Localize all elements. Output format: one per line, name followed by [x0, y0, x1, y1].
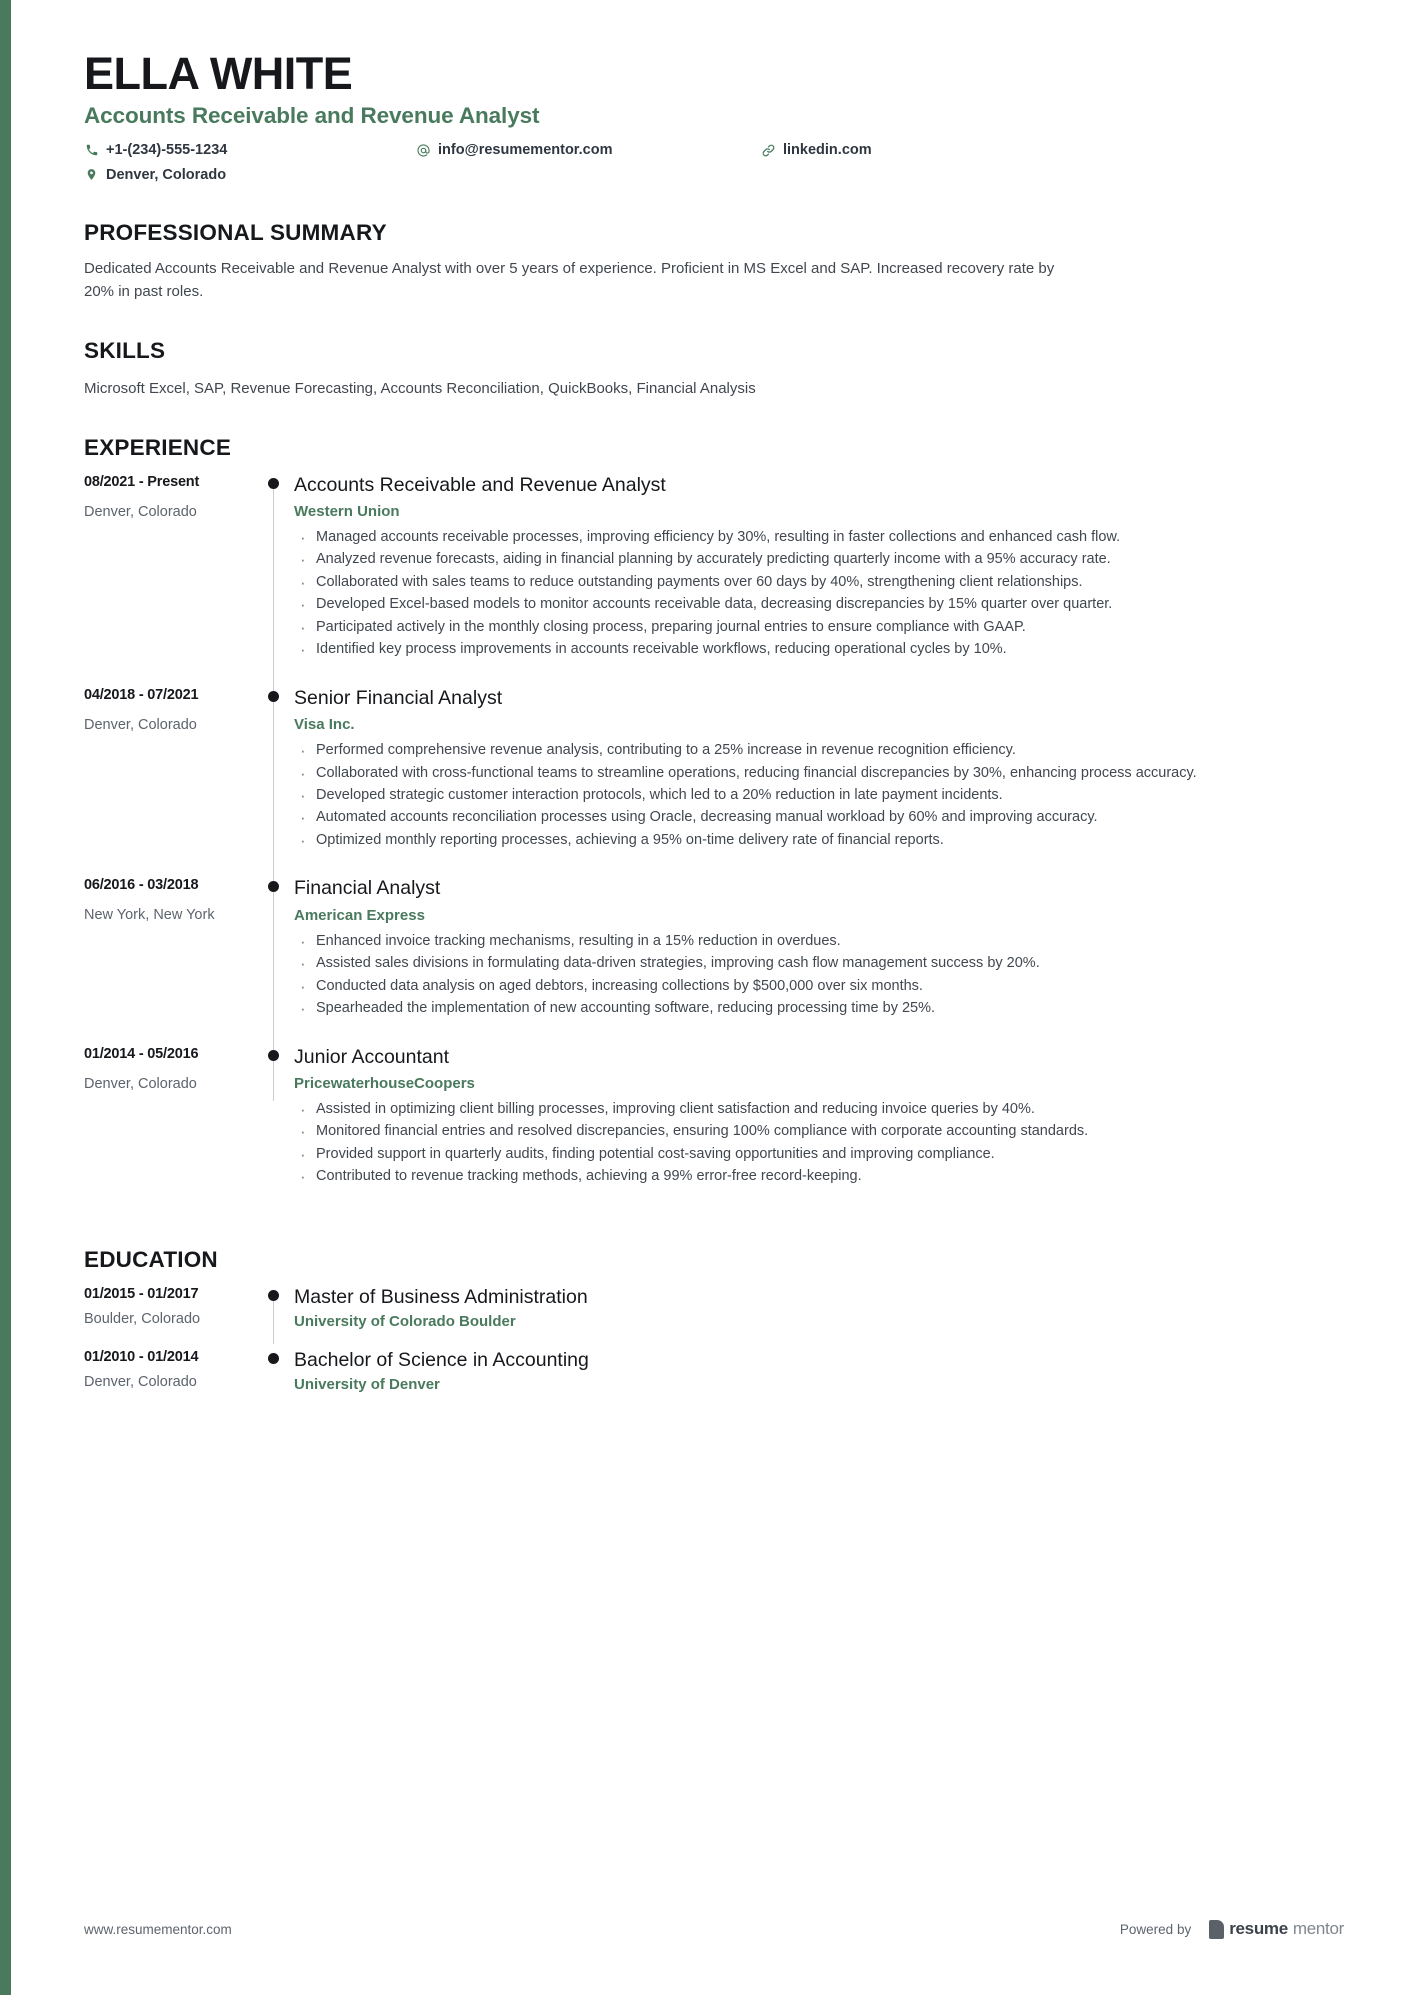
- achievement-item: · Spearheaded the implementation of new accounting software, reducing processing time by 25%.: [294, 998, 1284, 1019]
- contact-location: [84, 164, 416, 186]
- job-title: Senior Financial Analyst: [294, 686, 503, 709]
- candidate-name: ELLA WHITE: [84, 48, 353, 99]
- achievement-item: · Performed comprehensive revenue analysis, contributing to a 25% increase in revenue recognition efficiency.: [294, 740, 1284, 761]
- achievement-list: [294, 1099, 1300, 1188]
- timeline-dot-icon: [268, 1050, 279, 1061]
- company-name: American Express: [294, 906, 425, 924]
- contact-link[interactable]: [761, 139, 1061, 161]
- map-pin-icon: [84, 167, 99, 182]
- entry-body: [292, 1045, 1300, 1213]
- brand-name-first: resume: [1229, 1919, 1288, 1938]
- entry-date: 06/2016 - 03/2018: [84, 877, 199, 894]
- achievement-item: · Optimized monthly reporting processes, achieving a 95% on-time delivery rate of financial reports.: [294, 830, 1284, 851]
- entry-date: 01/2014 - 05/2016: [84, 1045, 199, 1062]
- entry-body: [292, 473, 1300, 686]
- section-experience: [84, 435, 1300, 1213]
- degree-title: Master of Business Administration: [294, 1285, 588, 1308]
- timeline-rail: [256, 473, 292, 686]
- entry-meta: [84, 1285, 256, 1348]
- entry-body: [292, 1285, 1300, 1348]
- contact-email[interactable]: [416, 139, 761, 161]
- entry-date: 04/2018 - 07/2021: [84, 686, 199, 703]
- resume-content: [84, 50, 1300, 1411]
- job-title: Junior Accountant: [294, 1045, 450, 1068]
- entry-date: 01/2010 - 01/2014: [84, 1349, 199, 1366]
- phone-icon: [84, 143, 99, 158]
- section-title-summary: PROFESSIONAL SUMMARY: [84, 220, 387, 246]
- contact-link-text: linkedin.com: [783, 142, 872, 159]
- footer-website-url[interactable]: www.resumementor.com: [84, 1921, 232, 1937]
- achievement-item: · Identified key process improvements in accounts receivable workflows, reducing operational cycles by 10%.: [294, 639, 1284, 660]
- company-name: Visa Inc.: [294, 716, 355, 734]
- entry-meta: [84, 686, 256, 877]
- contact-row: [84, 139, 1300, 186]
- experience-entry: [84, 876, 1300, 1044]
- timeline-line: [273, 1295, 274, 1344]
- entry-body: [292, 686, 1300, 877]
- timeline-rail: [256, 1285, 292, 1348]
- education-entry-list: [84, 1285, 1300, 1412]
- timeline-dot-icon: [268, 691, 279, 702]
- section-education: [84, 1247, 1300, 1412]
- timeline-line: [273, 483, 274, 692]
- entry-location: Denver, Colorado: [84, 716, 197, 733]
- degree-title: Bachelor of Science in Accounting: [294, 1349, 589, 1372]
- achievement-item: · Analyzed revenue forecasts, aiding in financial planning by accurately predicting quarterly income with a 95% accuracy rate.: [294, 549, 1284, 570]
- company-name: Western Union: [294, 502, 400, 520]
- section-skills: [84, 338, 1300, 401]
- school-name: University of Denver: [294, 1376, 440, 1394]
- contact-email-text: info@resumementor.com: [438, 142, 613, 159]
- achievement-item: · Automated accounts reconciliation processes using Oracle, decreasing manual workload by 60% and improving accuracy.: [294, 807, 1284, 828]
- entry-meta: [84, 1045, 256, 1213]
- achievement-list: [294, 527, 1300, 661]
- timeline-rail: [256, 876, 292, 1044]
- experience-entry: [84, 473, 1300, 686]
- entry-location: New York, New York: [84, 907, 215, 924]
- section-title-education: EDUCATION: [84, 1246, 218, 1272]
- timeline-dot-icon: [268, 881, 279, 892]
- achievement-item: · Assisted in optimizing client billing processes, improving client satisfaction and reducing invoice queries by 40%.: [294, 1099, 1284, 1120]
- entry-body: [292, 876, 1300, 1044]
- entry-location: Denver, Colorado: [84, 1075, 197, 1092]
- timeline-line: [273, 696, 274, 883]
- entry-location: Denver, Colorado: [84, 503, 197, 520]
- resumementor-mark-icon: [1209, 1920, 1224, 1939]
- achievement-item: · Contributed to revenue tracking methods, achieving a 99% error-free record-keeping.: [294, 1166, 1284, 1187]
- achievement-item: · Collaborated with sales teams to reduce outstanding payments over 60 days by 40%, strengthening client relationships.: [294, 572, 1284, 593]
- timeline-line: [273, 886, 274, 1050]
- achievement-list: [294, 931, 1300, 1020]
- accent-bar: [0, 0, 11, 1995]
- timeline-dot-icon: [268, 478, 279, 489]
- achievement-item: · Collaborated with cross-functional teams to streamline operations, reducing financial discrepancies by 30%, enhancing process accuracy.: [294, 763, 1284, 784]
- timeline-rail: [256, 1045, 292, 1213]
- entry-meta: [84, 1348, 256, 1411]
- entry-meta: [84, 473, 256, 686]
- achievement-item: · Conducted data analysis on aged debtors, increasing collections by $500,000 over six months.: [294, 976, 1284, 997]
- job-title: Financial Analyst: [294, 877, 441, 900]
- brand-name-second: mentor: [1292, 1919, 1344, 1938]
- summary-text: Dedicated Accounts Receivable and Revenue Analyst with over 5 years of experience. Proficient in MS Excel and SAP. Increased recovery rate by 20% in past roles.: [84, 260, 1055, 300]
- entry-date: 08/2021 - Present: [84, 473, 200, 490]
- entry-location: Boulder, Colorado: [84, 1310, 201, 1327]
- experience-entry: [84, 1045, 1300, 1213]
- job-title: Accounts Receivable and Revenue Analyst: [294, 473, 666, 496]
- school-name: University of Colorado Boulder: [294, 1313, 516, 1331]
- entry-date: 01/2015 - 01/2017: [84, 1285, 199, 1302]
- timeline-dot-icon: [268, 1290, 279, 1301]
- achievement-item: · Participated actively in the monthly closing process, preparing journal entries to ensure compliance with GAAP.: [294, 617, 1284, 638]
- section-professional-summary: [84, 220, 1300, 304]
- page-footer: [84, 1919, 1344, 1939]
- achievement-item: · Assisted sales divisions in formulating data-driven strategies, improving cash flow management success by 20%.: [294, 953, 1284, 974]
- contact-phone-text: +1-(234)-555-1234: [106, 142, 228, 159]
- achievement-list: [294, 740, 1300, 851]
- footer-branding: [1120, 1919, 1344, 1939]
- education-entry: [84, 1285, 1300, 1348]
- company-name: PricewaterhouseCoopers: [294, 1074, 475, 1092]
- contact-location-text: Denver, Colorado: [106, 166, 227, 183]
- at-sign-icon: [416, 143, 431, 158]
- achievement-item: · Provided support in quarterly audits, finding potential cost-saving opportunities and improving compliance.: [294, 1144, 1284, 1165]
- section-title-skills: SKILLS: [84, 337, 166, 363]
- entry-body: [292, 1348, 1300, 1411]
- link-icon: [761, 143, 776, 158]
- achievement-item: · Monitored financial entries and resolved discrepancies, ensuring 100% compliance with corporate accounting standards.: [294, 1121, 1284, 1142]
- contact-phone[interactable]: [84, 139, 416, 161]
- achievement-item: · Developed strategic customer interaction protocols, which led to a 20% reduction in late payment incidents.: [294, 785, 1284, 806]
- timeline-rail: [256, 686, 292, 877]
- entry-meta: [84, 876, 256, 1044]
- achievement-item: · Managed accounts receivable processes, improving efficiency by 30%, resulting in faster collections and enhanced cash flow.: [294, 527, 1284, 548]
- skills-text: Microsoft Excel, SAP, Revenue Forecasting, Accounts Reconciliation, QuickBooks, Financial Analysis: [84, 379, 756, 397]
- resumementor-logo: [1209, 1919, 1344, 1939]
- section-title-experience: EXPERIENCE: [84, 434, 232, 460]
- resume-header: [84, 50, 1300, 186]
- experience-entry-list: [84, 473, 1300, 1213]
- achievement-item: · Enhanced invoice tracking mechanisms, resulting in a 15% reduction in overdues.: [294, 931, 1284, 952]
- achievement-item: · Developed Excel-based models to monitor accounts receivable data, decreasing discrepancies by 15% quarter over quarter.: [294, 594, 1284, 615]
- powered-by-label: Powered by: [1119, 1921, 1192, 1937]
- timeline-rail: [256, 1348, 292, 1411]
- entry-location: Denver, Colorado: [84, 1374, 197, 1391]
- education-entry: [84, 1348, 1300, 1411]
- timeline-line: [273, 1055, 274, 1101]
- candidate-headline: Accounts Receivable and Revenue Analyst: [84, 103, 540, 129]
- timeline-dot-icon: [268, 1353, 279, 1364]
- experience-entry: [84, 686, 1300, 877]
